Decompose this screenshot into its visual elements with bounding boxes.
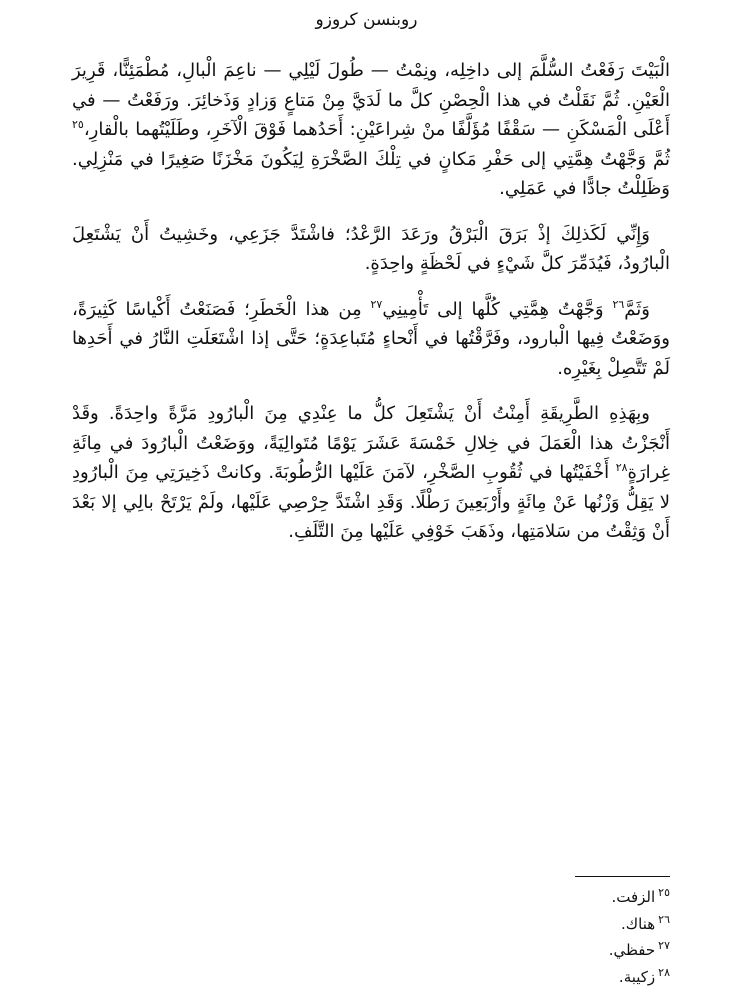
footnote-reference-27[interactable]: ٢٧ (370, 297, 383, 311)
paragraph-3 (72, 295, 670, 384)
paragraph-4 (72, 399, 670, 547)
footnote-28 (380, 964, 670, 991)
footnote-reference-28[interactable]: ٢٨ (615, 461, 628, 474)
running-header: روبنسن كروزو (315, 10, 418, 30)
footnote-number: ٢٦ (658, 912, 670, 926)
footnote-separator (575, 876, 670, 877)
paragraph-text: الْبَيْتَ رَفَعْتُ السُّلَّمَ إلى داخِلِه، ونِمْتُ — طُولَ لَيْلِي — ناعِمَ الْبالِ، مُطْمَئِنًّا، قَرِيرَ الْعَيْنِ. ثُمَّ نَقَلْتُ في هذا الْحِصْنِ كلَّ ما لَدَيَّ مِنْ مَتاعٍ وَزادٍ وَذَخائِرَ. ورَفَعْتُ — في أَعْلَى الْمَسْكَنِ — سَقْفًا مُؤَلَّفًا منْ شِراعَيْنِ: أَحَدُهما فَوْقَ الْآخَرِ، وطَلَيْتُهما بالْقارِ، (72, 60, 670, 140)
paragraph-text: وبِهَذِهِ الطَّرِيقَةِ أَمِنْتُ أَنْ يَشْتَعِلَ كلُّ ما عِنْدِي مِنَ الْبارُودِ مَرَّةً واحِدَةً. وقَدْ أَنْجَزْتُ هذا الْعَمَلَ في خِلالِ خَمْسَةَ عَشَرَ يَوْمًا مُتَوالِيَةً، ووَضَعْتُ الْبارُودَ في مِائَةِ غِرارَةٍ (72, 403, 670, 483)
paragraph-text: وَإِنِّي لَكَذلِكَ إذْ بَرَقَ الْبَرْقُ ورَعَدَ الرَّعْدُ؛ فاشْتَدَّ جَزَعِي، وخَشِيتُ أَنْ يَشْتَعِلَ الْبارُودُ، فَيُدَمِّرَ كلَّ شَيْءٍ في لَحْظَةٍ واحِدَةٍ. (72, 223, 670, 274)
footnote-text: هناك. (621, 914, 656, 933)
footnote-reference-26[interactable]: ٢٦ (612, 297, 625, 311)
paragraph-text: مِن هذا الْخَطَرِ؛ فَصَنَعْتُ أَكْياسًا كَثِيرَةً، ووَضَعْتُ فِيها الْبارود، وفَرَّقْتُها في أَنْحاءٍ مُتَباعِدَةٍ؛ حَتَّى إذا اشْتَعَلَتِ النَّارُ في أَحَدِها لَمْ تَتَّصِلْ بِغَيْرِه. (72, 298, 670, 379)
footnote-text: زكيبة. (618, 967, 656, 986)
paragraph-text: أَخْفَيْتُها في ثُقُوبِ الصَّخْرِ، لآمَنَ عَلَيْها الرُّطُوبَةَ. وكانتْ ذَخِيرَتِي مِنَ الْبارُودِ لا يَقِلُّ وَزْنُها عَنْ مِائَةٍ وأَرْبَعِينَ رَطْلًا. وَقَدِ اشْتَدَّ حِرْصِي عَلَيْها، ولَمْ يَرْتَحْ بالِي إلا بَعْدَ أَنْ وَثِقْتُ من سَلامَتِها، وذَهَبَ خَوْفِي عَلَيْها مِنَ التَّلَفِ. (72, 462, 670, 542)
paragraph-text: وَجَّهْتُ هِمَّتِي كُلَّها إلى تَأْمِينِي (382, 298, 613, 320)
paragraph-text: ثُمَّ وَجَّهْتُ هِمَّتِي إلى حَفْرِ مَكانٍ في تِلْكَ الصَّخْرَةِ لِيَكُونَ مَخْزَنًا صَغِيرًا في مَنْزِلِي. وَظَلِلْتُ جادًّا في عَمَلِي. (72, 148, 670, 199)
footnote-26 (380, 911, 670, 938)
footnote-number: ٢٨ (658, 965, 670, 979)
body-text (72, 56, 670, 563)
footnotes (380, 884, 670, 990)
paragraph-2 (72, 220, 670, 279)
footnote-number: ٢٧ (658, 939, 670, 952)
footnote-27 (380, 937, 670, 964)
footnote-text: حفظي. (608, 941, 656, 959)
footnote-25 (380, 884, 670, 911)
footnote-number: ٢٥ (658, 886, 670, 899)
footnote-text: الزفت. (611, 888, 656, 906)
footnote-reference-25[interactable]: ٢٥ (72, 118, 84, 131)
paragraph-1 (72, 56, 670, 204)
paragraph-text: وَثَمَّ (624, 298, 650, 320)
